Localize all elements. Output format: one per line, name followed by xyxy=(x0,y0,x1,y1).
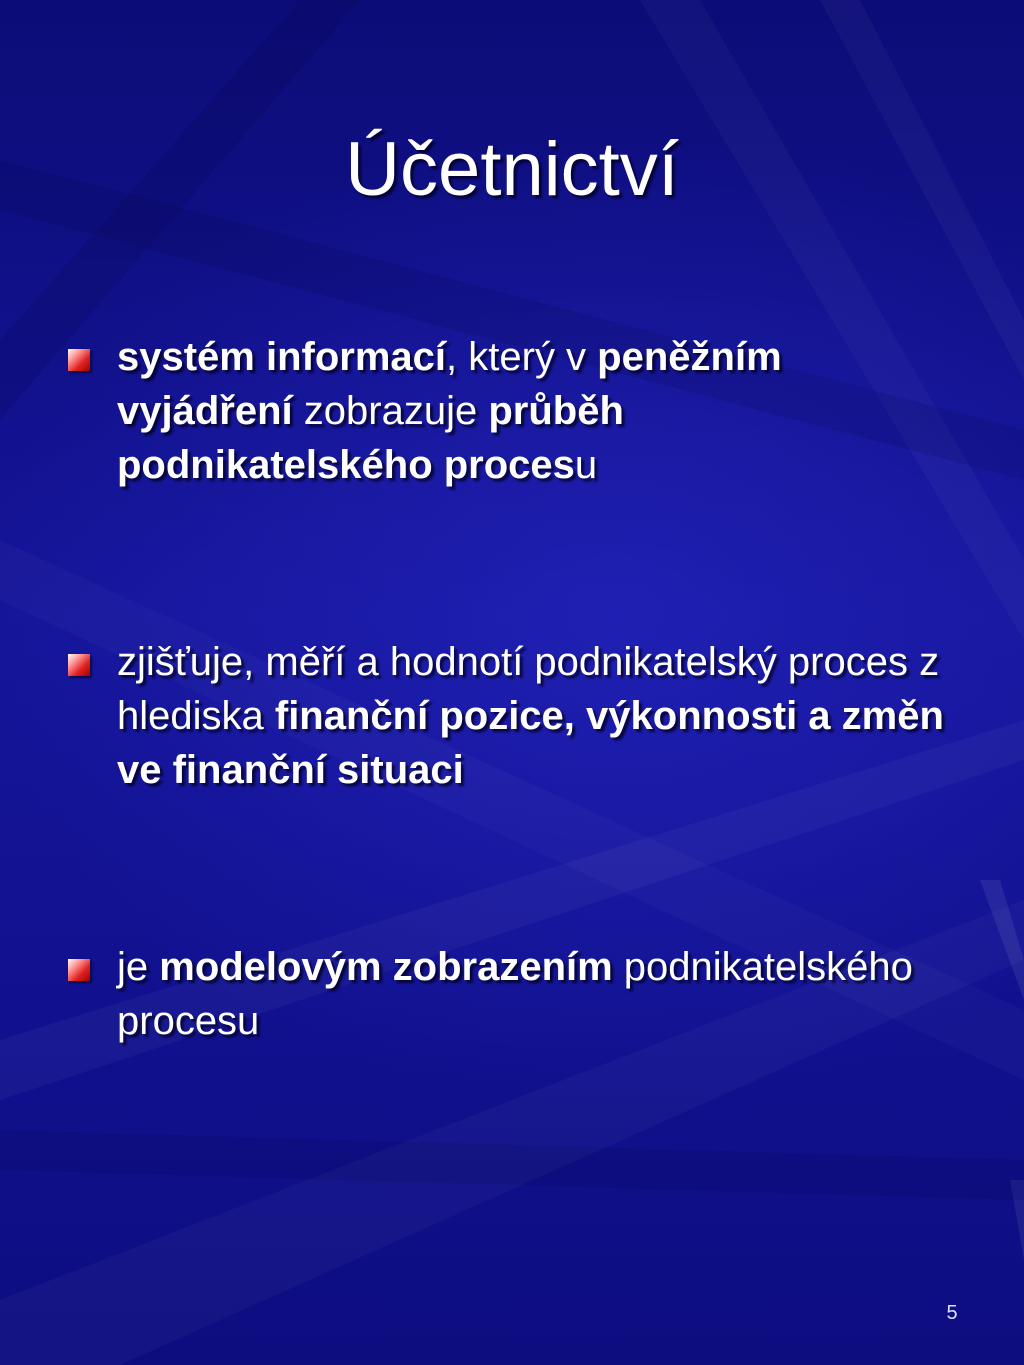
bullet-text-3 xyxy=(117,940,948,1048)
bullet-text-part: , který v xyxy=(446,335,598,379)
bullet-item-3 xyxy=(68,940,948,1048)
bullet-item-1 xyxy=(68,330,948,492)
bullet-text-2 xyxy=(117,635,948,797)
bullet-text-part: zjišťuje, měří a hodnotí podnikatelský proces z hlediska xyxy=(117,640,940,738)
bullet-marker-icon xyxy=(68,959,90,981)
bullet-text-part: je xyxy=(117,945,160,989)
bullet-text-part: průběh podnikatelského proces xyxy=(117,389,624,487)
bullet-marker-icon xyxy=(68,654,90,676)
bullet-text-1 xyxy=(117,330,948,492)
bullet-text-part: modelovým zobrazením xyxy=(159,945,613,989)
bullet-text-part: u xyxy=(574,443,598,487)
bullet-marker-icon xyxy=(68,349,90,371)
bullet-text-part: peněžním vyjádření xyxy=(117,335,782,433)
bullet-text-part: zobrazuje xyxy=(292,389,489,433)
slide-title: Účetnictví xyxy=(345,127,679,212)
bullet-text-part: podnikatelského procesu xyxy=(117,945,913,1043)
bullet-text-part: finanční pozice, výkonnosti a změn ve finanční situaci xyxy=(117,694,944,792)
bullet-item-2 xyxy=(68,635,948,797)
bullet-text-part: systém informací xyxy=(117,335,447,379)
slide-number: 5 xyxy=(946,1302,958,1324)
